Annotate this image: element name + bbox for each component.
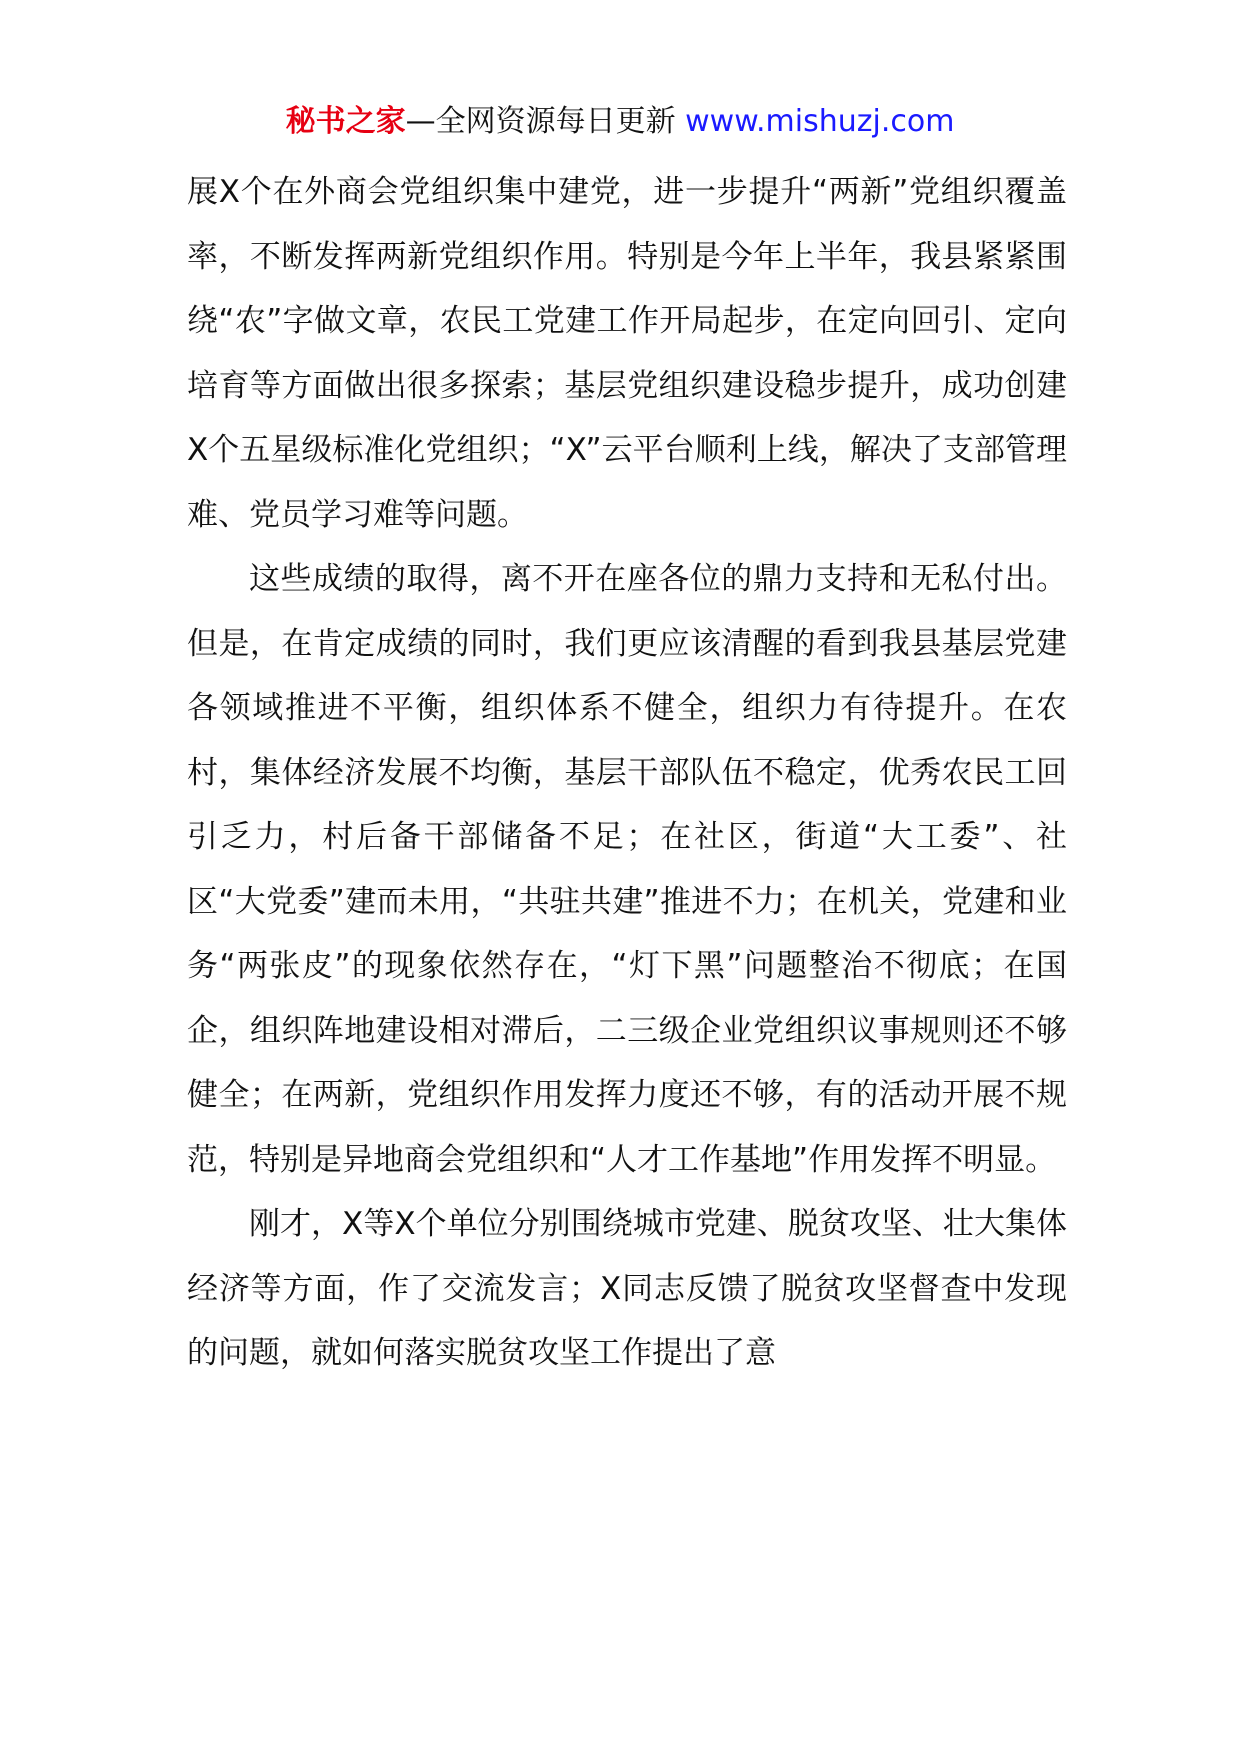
paragraph-continued: 展X个在外商会党组织集中建党，进一步提升“两新”党组织覆盖率，不断发挥两新党组织作用。特别是今年上半年，我县紧紧围绕“农”字做文章，农民工党建工作开局起步，在定向回引、定向培育等方面做出很多探索；基层党组织建设稳步提升，成功创建X个五星级标准化党组织；“X”云平台顺利上线，解决了支部管理难、党员学习难等问题。 (187, 174, 1067, 533)
brand-name: 秘书之家 (285, 104, 406, 139)
site-url-link[interactable]: www.mishuzj.com (685, 104, 955, 139)
paragraph: 刚才，X等X个单位分别围绕城市党建、脱贫攻坚、壮大集体经济等方面，作了交流发言；X同志反馈了脱贫攻坚督查中发现的问题，就如何落实脱贫攻坚工作提出了意 (187, 1206, 1067, 1371)
header-tagline: —全网资源每日更新 (405, 104, 676, 139)
site-header (0, 100, 1240, 144)
paragraph: 这些成绩的取得，离不开在座各位的鼎力支持和无私付出。但是，在肯定成绩的同时，我们更应该清醒的看到我县基层党建各领域推进不平衡，组织体系不健全，组织力有待提升。在农村，集体经济发展不均衡，基层干部队伍不稳定，优秀农民工回引乏力，村后备干部储备不足；在社区，街道“大工委”、社区“大党委”建而未用，“共驻共建”推进不力；在机关，党建和业务“两张皮”的现象依然存在，“灯下黑”问题整治不彻底；在国企，组织阵地建设相对滞后，二三级企业党组织议事规则还不够健全；在两新，党组织作用发挥力度还不够，有的活动开展不规范，特别是异地商会党组织和“人才工作基地”作用发挥不明显。 (187, 561, 1067, 1178)
document-body (187, 160, 1067, 1386)
